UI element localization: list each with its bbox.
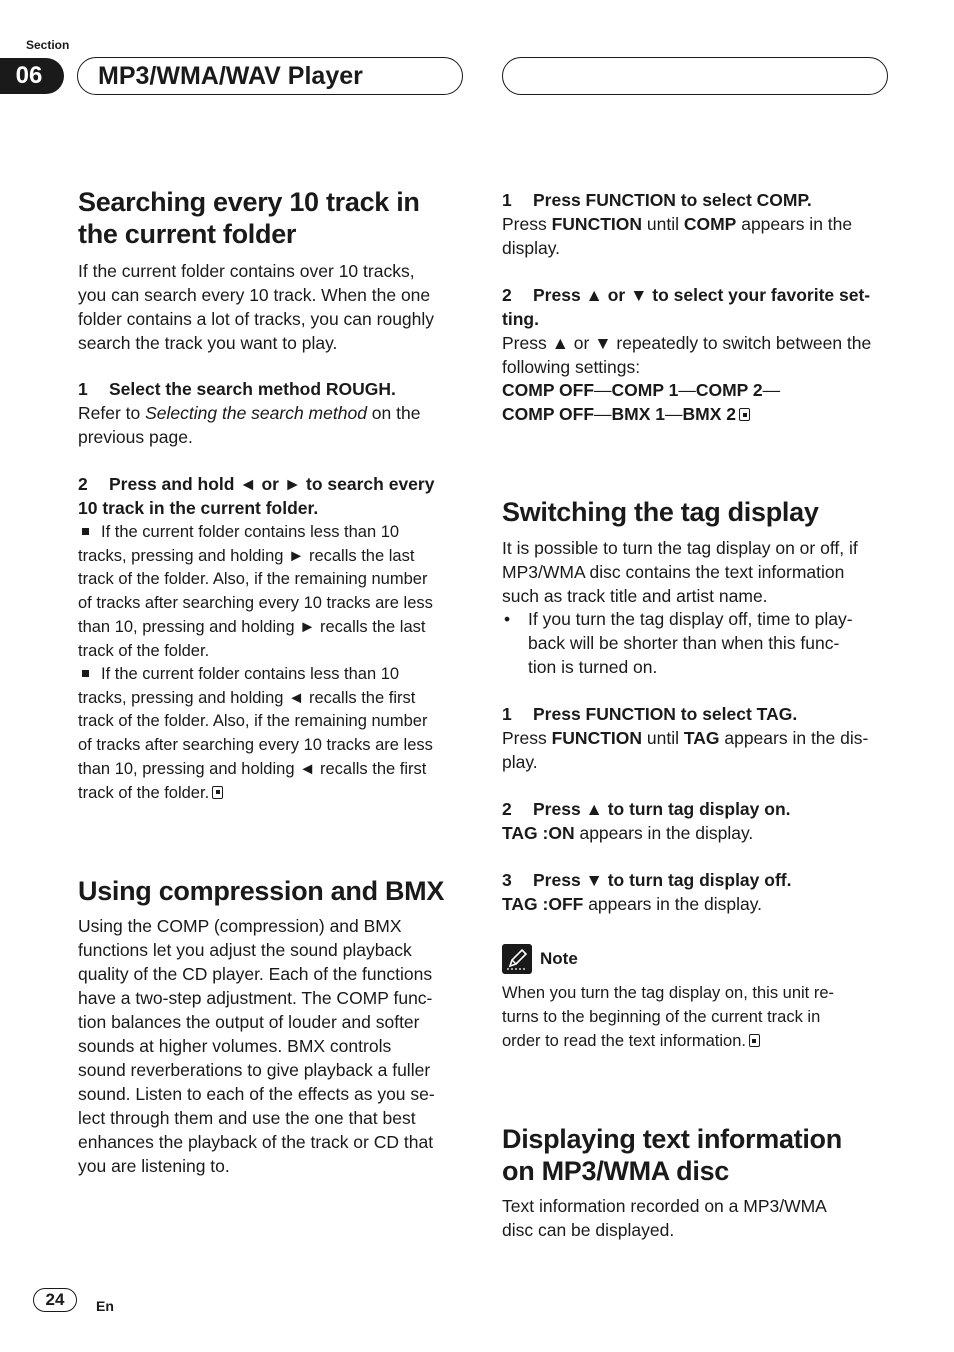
step-title: ting. <box>502 309 539 329</box>
step-title: Press FUNCTION to select COMP. <box>533 190 812 210</box>
step-tag-off <box>502 868 888 892</box>
setting-item: COMP 1 <box>611 380 679 400</box>
note-header <box>502 944 578 974</box>
text: appears in the display. <box>574 823 754 843</box>
text-line: such as track title and artist name. <box>502 586 768 606</box>
text-line: enhances the playback of the track or CD that <box>78 1132 434 1152</box>
text-line: you can search every 10 track. When the one <box>78 285 431 305</box>
text-line: tracks, pressing and holding ◄ recalls the first <box>78 688 416 707</box>
dash: — <box>678 380 696 400</box>
text: Refer to <box>78 403 146 423</box>
step-select-tag-text <box>502 726 888 774</box>
section-label: Section <box>26 38 70 52</box>
text-line: turns to the beginning of the current track in <box>502 1008 821 1026</box>
text: Press <box>502 728 552 748</box>
text-line: lect through them and use the one that best <box>78 1108 416 1128</box>
text-line: of tracks after searching every 10 tracks are less <box>78 736 433 755</box>
step-select-setting-text <box>502 331 888 379</box>
note-pencil-icon <box>502 944 532 974</box>
text-line: sound reverberations to give playback a fuller <box>78 1060 431 1080</box>
text-line: back will be shorter than when this func- <box>528 633 840 653</box>
setting-item: BMX 1 <box>611 404 666 424</box>
step-select-rough <box>78 377 464 401</box>
section-number-badge: 06 <box>0 58 64 94</box>
text: COMP <box>683 214 737 234</box>
heading-compression-bmx: Using compression and BMX <box>78 876 445 906</box>
step-number: 1 <box>78 379 88 399</box>
text-line: than 10, pressing and holding ◄ recalls the first <box>78 759 427 778</box>
bullet-last-track <box>78 521 464 663</box>
text-line: track of the folder. <box>78 783 210 802</box>
note-label: Note <box>540 949 578 968</box>
step-tag-off-text <box>502 892 888 916</box>
square-bullet-icon <box>82 528 89 535</box>
text-line: than 10, pressing and holding ► recalls the last <box>78 617 426 636</box>
end-of-section-icon <box>739 408 750 421</box>
text: until <box>642 214 684 234</box>
text: appears in the display. <box>583 894 763 914</box>
text-line: MP3/WMA disc contains the text information <box>502 562 845 582</box>
page-number: 24 <box>33 1288 77 1312</box>
step-select-rough-text <box>78 401 464 449</box>
step-select-tag <box>502 702 888 726</box>
heading-line: Displaying text information <box>502 1124 842 1154</box>
text-line: If you turn the tag display off, time to play- <box>528 609 853 629</box>
text: appears in the dis- <box>719 728 869 748</box>
step-title: Press FUNCTION to select TAG. <box>533 704 798 724</box>
settings-sequence <box>502 378 888 426</box>
step-title: 10 track in the current folder. <box>78 498 319 518</box>
text-line: If the current folder contains over 10 tracks, <box>78 261 415 281</box>
step-number: 3 <box>502 870 512 890</box>
square-bullet-icon <box>82 670 89 677</box>
display-value: TAG :ON <box>502 823 575 843</box>
text-line: If the current folder contains less than 10 <box>101 665 400 683</box>
text-line: track of the folder. Also, if the remaining number <box>78 570 428 589</box>
step-press-hold <box>78 472 464 520</box>
text-line: disc can be displayed. <box>502 1220 675 1240</box>
text-line: If the current folder contains less than 10 <box>101 523 400 541</box>
section-title: MP3/WMA/WAV Player <box>77 57 463 95</box>
text: appears in the <box>736 214 853 234</box>
text: play. <box>502 752 538 772</box>
text: display. <box>502 238 561 258</box>
step-title: Select the search method ROUGH. <box>109 379 396 399</box>
step-number: 2 <box>502 285 512 305</box>
end-of-section-icon <box>749 1034 760 1047</box>
text-line: you are listening to. <box>78 1156 230 1176</box>
text-line: Using the COMP (compression) and BMX <box>78 916 402 936</box>
text-line: tion balances the output of louder and softer <box>78 1012 420 1032</box>
text: on the <box>366 403 421 423</box>
tag-intro <box>502 536 888 608</box>
heading-displaying-text-information <box>502 1123 842 1187</box>
dash: — <box>665 404 683 424</box>
search-intro <box>78 259 464 355</box>
text-line: track of the folder. Also, if the remaining number <box>78 712 428 731</box>
step-number: 1 <box>502 190 512 210</box>
text-line: functions let you adjust the sound playback <box>78 940 412 960</box>
setting-item: BMX 2 <box>682 404 737 424</box>
text-line: of tracks after searching every 10 tracks are less <box>78 594 433 613</box>
right-column <box>502 0 888 1240</box>
text-line: have a two-step adjustment. The COMP func- <box>78 988 433 1008</box>
text: TAG <box>683 728 720 748</box>
text: FUNCTION <box>551 728 643 748</box>
text-line: When you turn the tag display on, this unit re- <box>502 984 835 1002</box>
text-line: search the track you want to play. <box>78 333 338 353</box>
end-of-section-icon <box>212 786 223 799</box>
step-title: Press ▲ to turn tag display on. <box>533 799 791 819</box>
dash: — <box>762 380 781 400</box>
text-line: quality of the CD player. Each of the functions <box>78 964 433 984</box>
dash: — <box>594 404 612 424</box>
text-line: It is possible to turn the tag display on or off, if <box>502 538 858 558</box>
text: Press <box>502 214 552 234</box>
step-tag-on-text <box>502 821 888 845</box>
text-line: folder contains a lot of tracks, you can roughly <box>78 309 435 329</box>
step-select-comp-text <box>502 212 888 260</box>
text-info-body <box>502 1194 888 1242</box>
setting-item: COMP 2 <box>695 380 763 400</box>
heading-searching-every-10-track <box>78 186 420 250</box>
text-line: Text information recorded on a MP3/WMA <box>502 1196 827 1216</box>
tag-bullet <box>502 607 914 679</box>
dash: — <box>594 380 612 400</box>
step-number: 1 <box>502 704 512 724</box>
text: until <box>642 728 684 748</box>
text-line: following settings: <box>502 357 641 377</box>
step-tag-on <box>502 797 888 821</box>
bullet-first-track <box>78 663 464 805</box>
step-number: 2 <box>502 799 512 819</box>
text-line: tracks, pressing and holding ► recalls the last <box>78 546 415 565</box>
setting-item: COMP OFF <box>502 380 595 400</box>
step-select-setting <box>502 283 888 331</box>
setting-item: COMP OFF <box>502 404 595 424</box>
bullet-dot-icon: • <box>504 609 511 629</box>
text-line: sounds at higher volumes. BMX controls <box>78 1036 392 1056</box>
step-title: Press and hold ◄ or ► to search every <box>109 474 435 494</box>
heading-line: on MP3/WMA disc <box>502 1156 730 1186</box>
heading-line: the current folder <box>78 219 297 249</box>
language-code: En <box>96 1298 114 1314</box>
heading-line: Searching every 10 track in <box>78 187 420 217</box>
step-title: Press ▲ or ▼ to select your favorite set- <box>533 285 871 305</box>
display-value: TAG :OFF <box>502 894 584 914</box>
note-text <box>502 981 888 1053</box>
step-select-comp <box>502 188 888 212</box>
step-title: Press ▼ to turn tag display off. <box>533 870 792 890</box>
text: previous page. <box>78 427 193 447</box>
text-line: tion is turned on. <box>528 657 658 677</box>
text: FUNCTION <box>551 214 643 234</box>
heading-switching-tag-display: Switching the tag display <box>502 497 819 527</box>
step-number: 2 <box>78 474 88 494</box>
text-line: Press ▲ or ▼ repeatedly to switch between the <box>502 333 872 353</box>
text-line: sound. Listen to each of the effects as you se- <box>78 1084 435 1104</box>
cross-reference: Selecting the search method <box>145 403 367 423</box>
text-line: track of the folder. <box>78 641 210 660</box>
compression-body <box>78 914 464 1178</box>
text-line: order to read the text information. <box>502 1032 746 1050</box>
